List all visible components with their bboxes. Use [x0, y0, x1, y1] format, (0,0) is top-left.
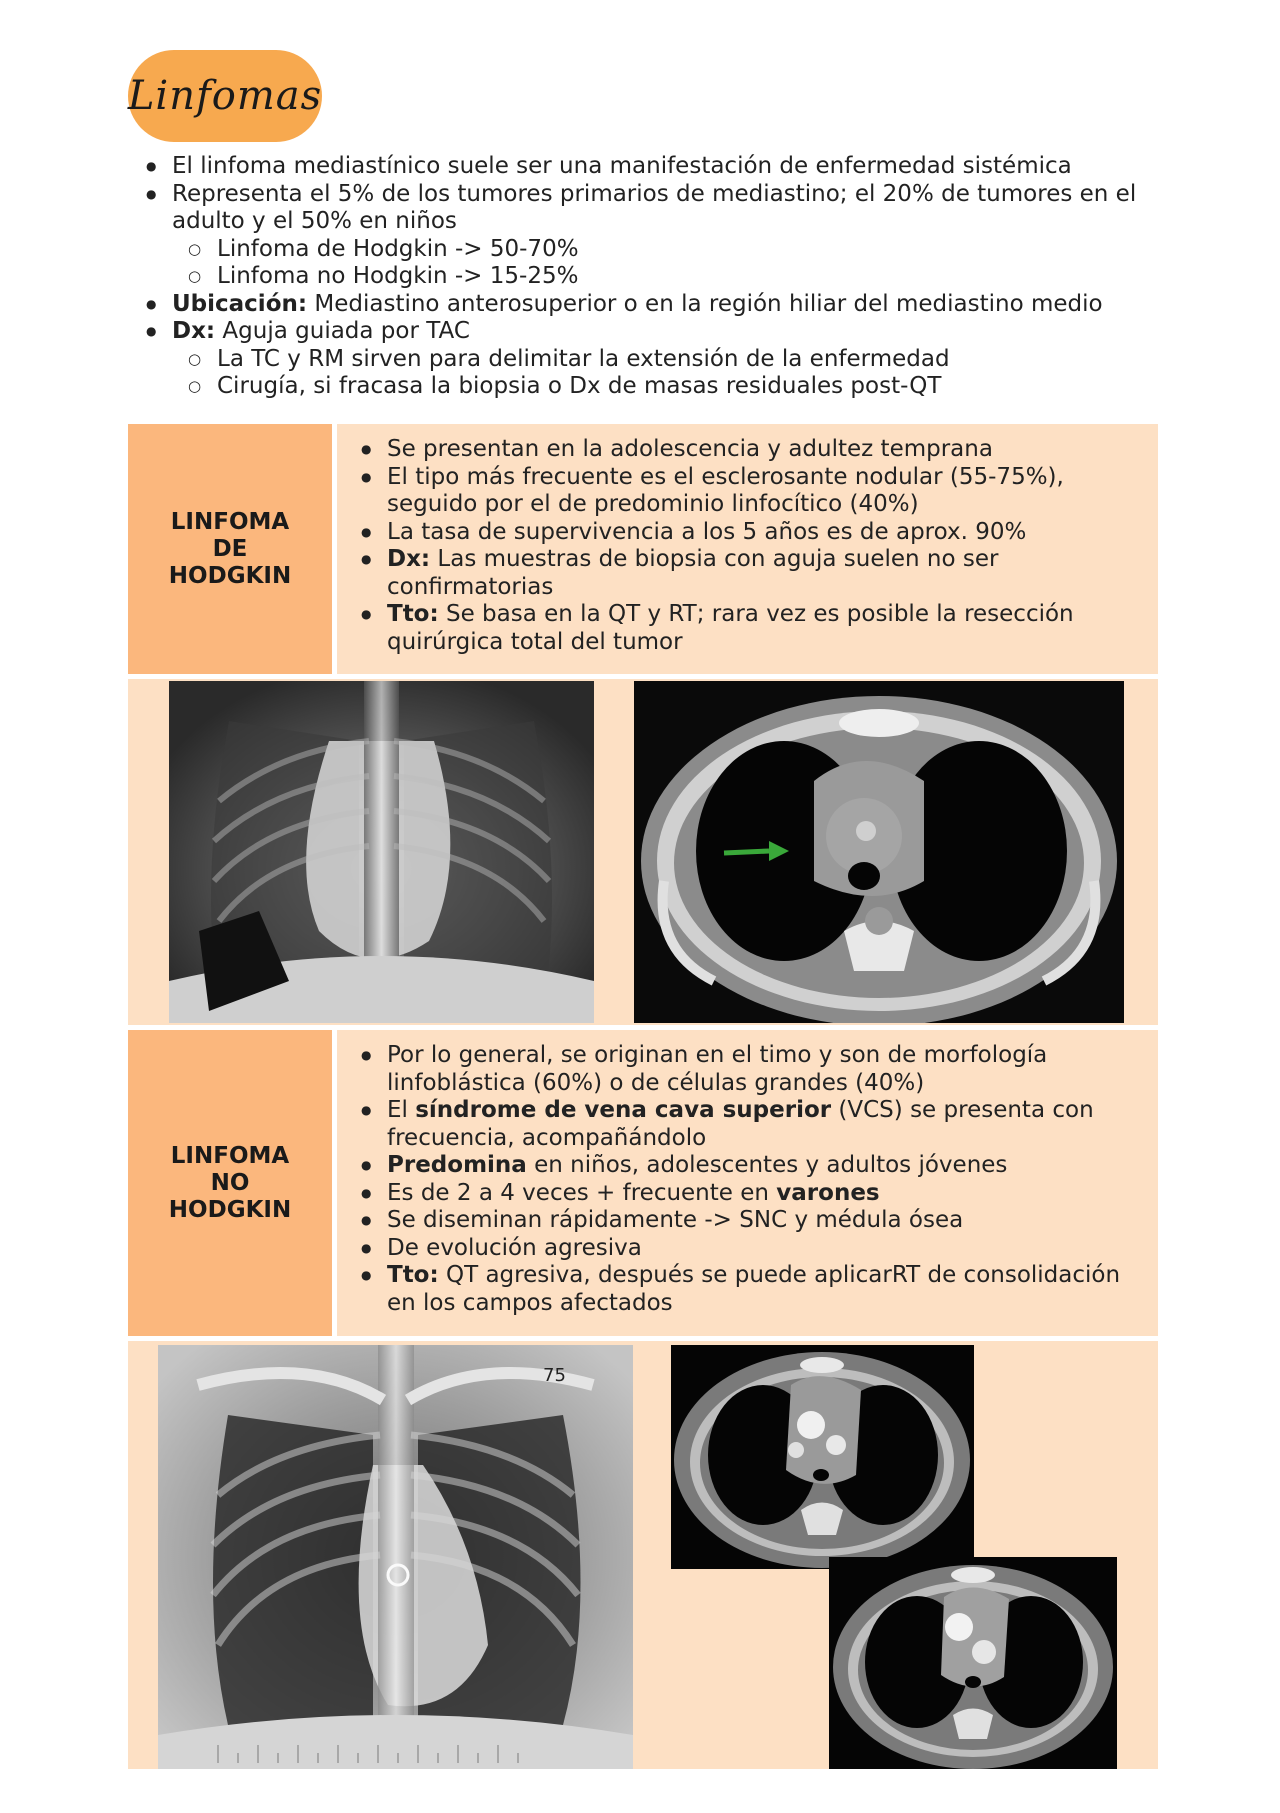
- no-hodgkin-item: ● Predomina en niños, adolescentes y adultos jóvenes: [387, 1152, 1138, 1180]
- no-hodgkin-item: ● Por lo general, se originan en el timo y son de morfología linfoblástica (60%) o de células grandes (40%): [387, 1042, 1138, 1097]
- no-hodgkin-item: ● Tto: QT agresiva, después se puede aplicarRT de consolidación en los campos afectados: [387, 1262, 1138, 1317]
- no-hodgkin-label-cell: [128, 1030, 332, 1336]
- intro-subitem: ○ Linfoma de Hodgkin -> 50-70%: [140, 236, 1160, 264]
- intro-subitem: ○ Cirugía, si fracasa la biopsia o Dx de masas residuales post-QT: [140, 373, 1160, 401]
- hodgkin-item: ● Tto: Se basa en la QT y RT; rara vez es posible la resección quirúrgica total del tumor: [387, 601, 1138, 656]
- no-hodgkin-chest-xray-image: [158, 1345, 633, 1769]
- no-hodgkin-ct-scan-image-1: [671, 1345, 974, 1569]
- no-hodgkin-ct-scan-image-2: [829, 1557, 1117, 1769]
- hodgkin-chest-xray-image: [169, 681, 594, 1023]
- hodgkin-item: ● La tasa de supervivencia a los 5 años es de aprox. 90%: [387, 519, 1138, 547]
- hodgkin-content-cell: [337, 424, 1158, 674]
- no-hodgkin-item: ● De evolución agresiva: [387, 1235, 1138, 1263]
- intro-item: ● El linfoma mediastínico suele ser una manifestación de enfermedad sistémica: [140, 153, 1160, 181]
- title-badge: [128, 50, 322, 142]
- no-hodgkin-item: ● Es de 2 a 4 veces + frecuente en varones: [387, 1180, 1138, 1208]
- no-hodgkin-item: ● Se diseminan rápidamente -> SNC y médula ósea: [387, 1207, 1138, 1235]
- hodgkin-label-cell: [128, 424, 332, 674]
- intro-item: ● Dx: Aguja guiada por TAC: [140, 318, 1160, 346]
- intro-subitem: ○ Linfoma no Hodgkin -> 15-25%: [140, 263, 1160, 291]
- no-hodgkin-item: ● El síndrome de vena cava superior (VCS) se presenta con frecuencia, acompañándolo: [387, 1097, 1138, 1152]
- intro-item: ● Ubicación: Mediastino anterosuperior o en la región hiliar del mediastino medio: [140, 291, 1160, 319]
- page-title: Linfomas: [127, 73, 323, 119]
- hodgkin-ct-scan-image: [634, 681, 1124, 1023]
- hodgkin-label: LINFOMA DE HODGKIN: [168, 508, 292, 589]
- hodgkin-item: ● Dx: Las muestras de biopsia con aguja suelen no ser confirmatorias: [387, 546, 1138, 601]
- no-hodgkin-label: LINFOMA NO HODGKIN: [168, 1142, 292, 1223]
- intro-list: [140, 153, 1160, 401]
- no-hodgkin-content-cell: [337, 1030, 1158, 1336]
- intro-item: ● Representa el 5% de los tumores primarios de mediastino; el 20% de tumores en el adulto y el 50% en niños: [140, 181, 1160, 236]
- hodgkin-item: ● Se presentan en la adolescencia y adultez temprana: [387, 436, 1138, 464]
- intro-subitem: ○ La TC y RM sirven para delimitar la extensión de la enfermedad: [140, 346, 1160, 374]
- xray-marker-label: 75: [543, 1365, 566, 1386]
- hodgkin-item: ● El tipo más frecuente es el esclerosante nodular (55-75%), seguido por el de predominio linfocítico (40%): [387, 464, 1138, 519]
